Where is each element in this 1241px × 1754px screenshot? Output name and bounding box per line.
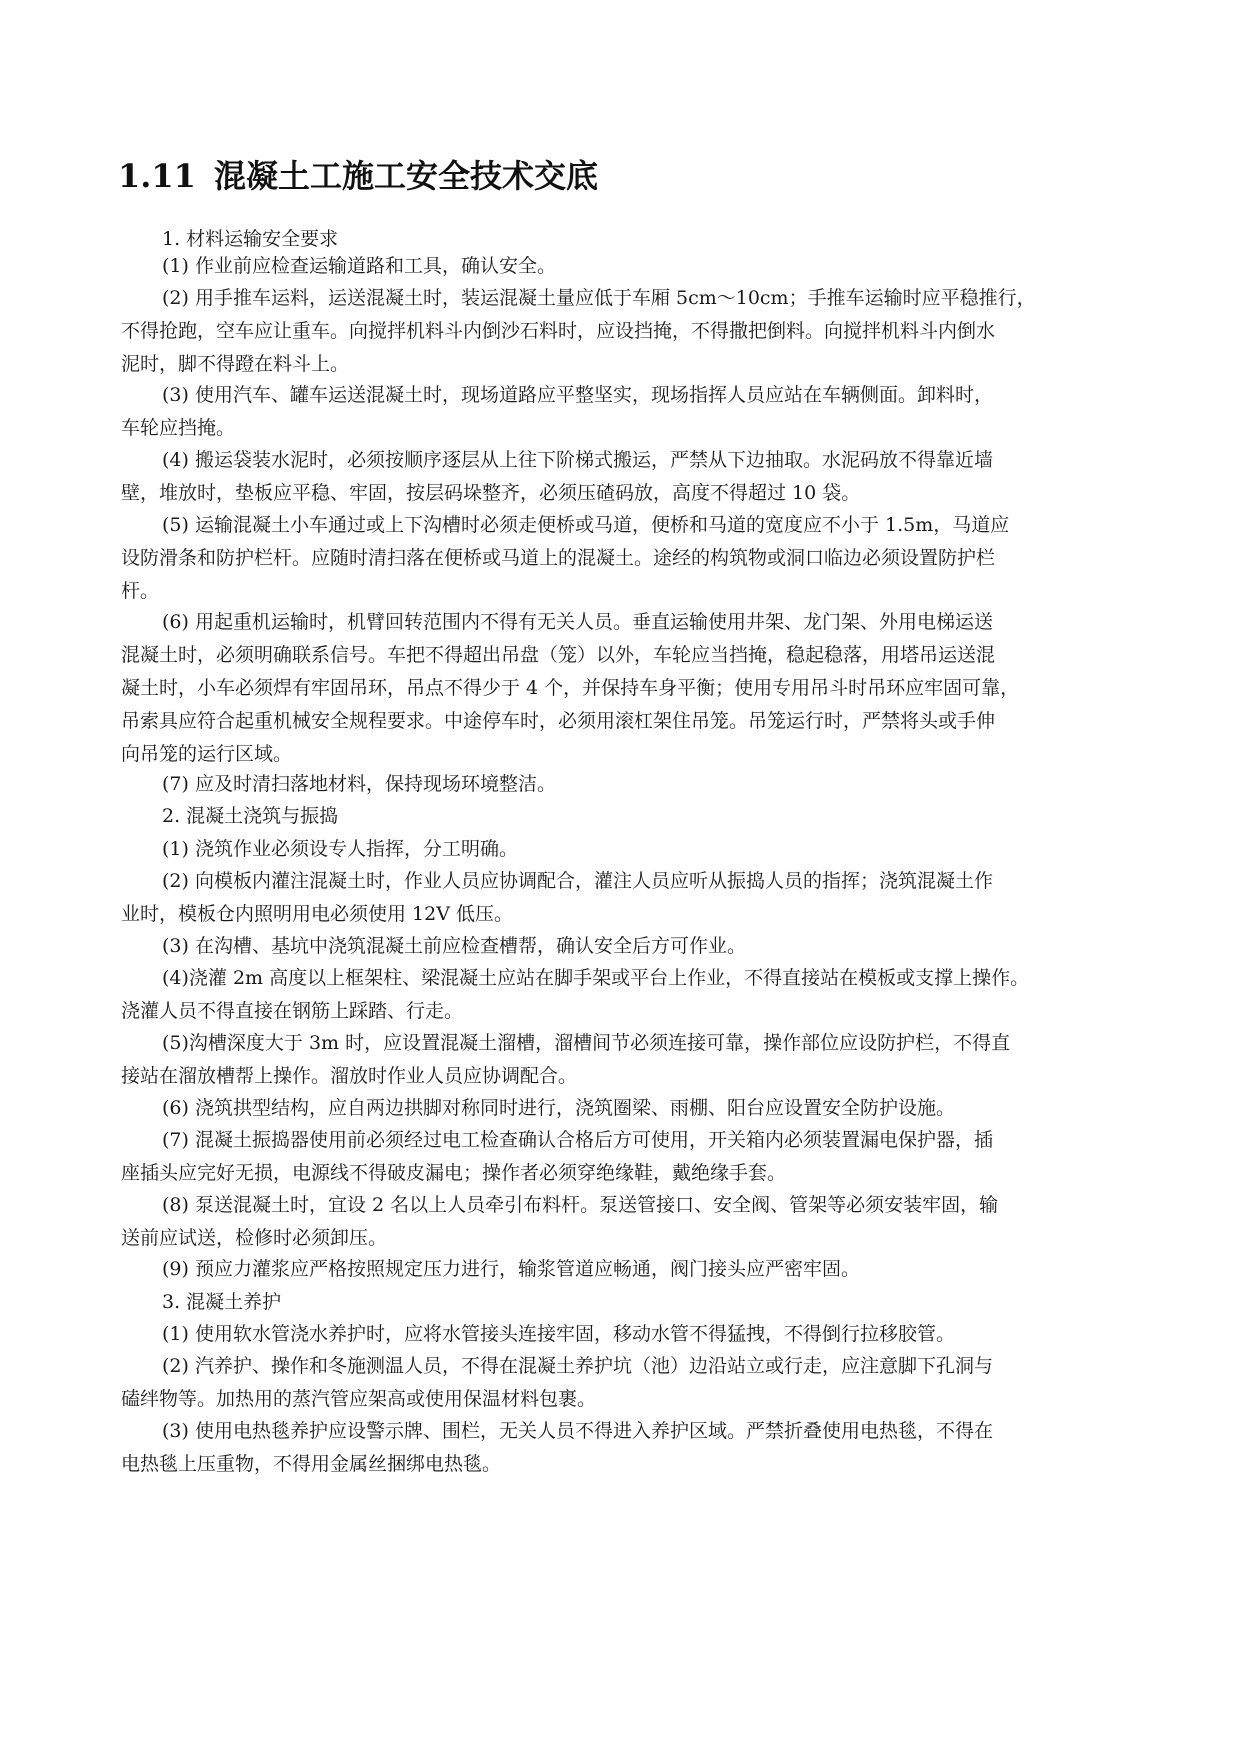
paragraph: (6) 用起重机运输时，机臂回转范围内不得有无关人员。垂直运输使用井架、龙门架、外用电梯运送 混凝土时，必须明确联系信号。车把不得超出吊盘（笼）以外，车轮应当挡掩，稳起稳落，用塔吊运送混 凝土时，小车必须焊有牢固吊环，吊点不得少于 4 个，并保持车身平衡；使用专用吊斗时吊环应牢固可靠， 吊索具应符合起重机械安全规程要求。中途停车时，必须用滚杠架住吊笼。吊笼运行时，严禁将头或手伸 向吊笼的运行区域。 [121,611,1020,765]
paragraph: (1) 作业前应检查运输道路和工具，确认安全。 [162,255,556,277]
paragraph: (9) 预应力灌浆应严格按照规定压力进行，输浆管道应畅通，阀门接头应严密牢固。 [162,1258,860,1280]
paragraph: (7) 应及时清扫落地材料，保持现场环境整洁。 [162,773,556,795]
paragraph: (4)浇灌 2m 高度以上框架柱、梁混凝土应站在脚手架或平台上作业，不得直接站在模板或支撑上操作。 浇灌人员不得直接在钢筋上踩踏、行走。 [121,967,1030,1022]
paragraph: (1) 使用软水管浇水养护时，应将水管接头连接牢固，移动水管不得猛拽，不得倒行拉移胶管。 [162,1323,955,1345]
paragraph: (2) 汽养护、操作和冬施测温人员，不得在混凝土养护坑（池）边沿站立或行走，应注意脚下孔洞与 磕绊物等。加热用的蒸汽管应架高或使用保温材料包裹。 [121,1355,993,1410]
paragraph: (8) 泵送混凝土时，宜设 2 名以上人员牵引布料杆。泵送管接口、安全阀、管架等必须安装牢固，输 送前应试送，检修时必须卸压。 [121,1194,999,1249]
section-number: 1.11 [118,157,196,195]
heading-2: 2. 混凝土浇筑与振捣 [162,805,339,827]
section-title: 混凝土工施工安全技术交底 [213,157,598,195]
paragraph: (2) 用手推车运料，运送混凝土时，装运混凝土量应低于车厢 5cm～10cm；手推车运输时应平稳推行， 不得抢跑，空车应让重车。向搅拌机料斗内倒沙石料时，应设挡掩，不得撒把倒料。向搅拌机料斗内倒水 泥时，脚不得蹬在料斗上。 [121,287,1036,375]
paragraph: (3) 使用汽车、罐车运送混凝土时，现场道路应平整坚实，现场指挥人员应站在车辆侧面。卸料时， 车轮应挡掩。 [121,384,993,439]
paragraph: (5) 运输混凝土小车通过或上下沟槽时必须走便桥或马道，便桥和马道的宽度应不小于 1.5m，马道应 设防滑条和防护栏杆。应随时清扫落在便桥或马道上的混凝土。途经的构筑物或洞口临边必须设置防护栏 杆。 [121,514,1010,602]
page-title [118,154,598,198]
paragraph: (7) 混凝土振捣器使用前必须经过电工检查确认合格后方可使用，开关箱内必须装置漏电保护器，插 座插头应完好无损，电源线不得破皮漏电；操作者必须穿绝缘鞋，戴绝缘手套。 [121,1129,993,1184]
heading-3: 3. 混凝土养护 [162,1291,282,1313]
paragraph: (1) 浇筑作业必须设专人指挥，分工明确。 [162,838,518,860]
paragraph: (2) 向模板内灌注混凝土时，作业人员应协调配合，灌注人员应听从振捣人员的指挥；浇筑混凝土作 业时，模板仓内照明用电必须使用 12V 低压。 [121,870,993,925]
paragraph: (4) 搬运袋装水泥时，必须按顺序逐层从上往下阶梯式搬运，严禁从下边抽取。水泥码放不得靠近墙 壁，堆放时，垫板应平稳、牢固，按层码垛整齐，必须压碴码放，高度不得超过 10 袋。 [121,449,993,504]
paragraph: (3) 在沟槽、基坑中浇筑混凝土前应检查槽帮，确认安全后方可作业。 [162,935,746,957]
paragraph: (6) 浇筑拱型结构，应自两边拱脚对称同时进行，浇筑圈梁、雨棚、阳台应设置安全防护设施。 [162,1097,955,1119]
paragraph: (3) 使用电热毯养护应设警示牌、围栏，无关人员不得进入养护区域。严禁折叠使用电热毯，不得在 电热毯上压重物，不得用金属丝捆绑电热毯。 [121,1420,993,1475]
paragraph: (5)沟槽深度大于 3m 时，应设置混凝土溜槽，溜槽间节必须连接可靠，操作部位应设防护栏，不得直 接站在溜放槽帮上操作。溜放时作业人员应协调配合。 [121,1032,1011,1087]
heading-1: 1. 材料运输安全要求 [162,228,339,250]
